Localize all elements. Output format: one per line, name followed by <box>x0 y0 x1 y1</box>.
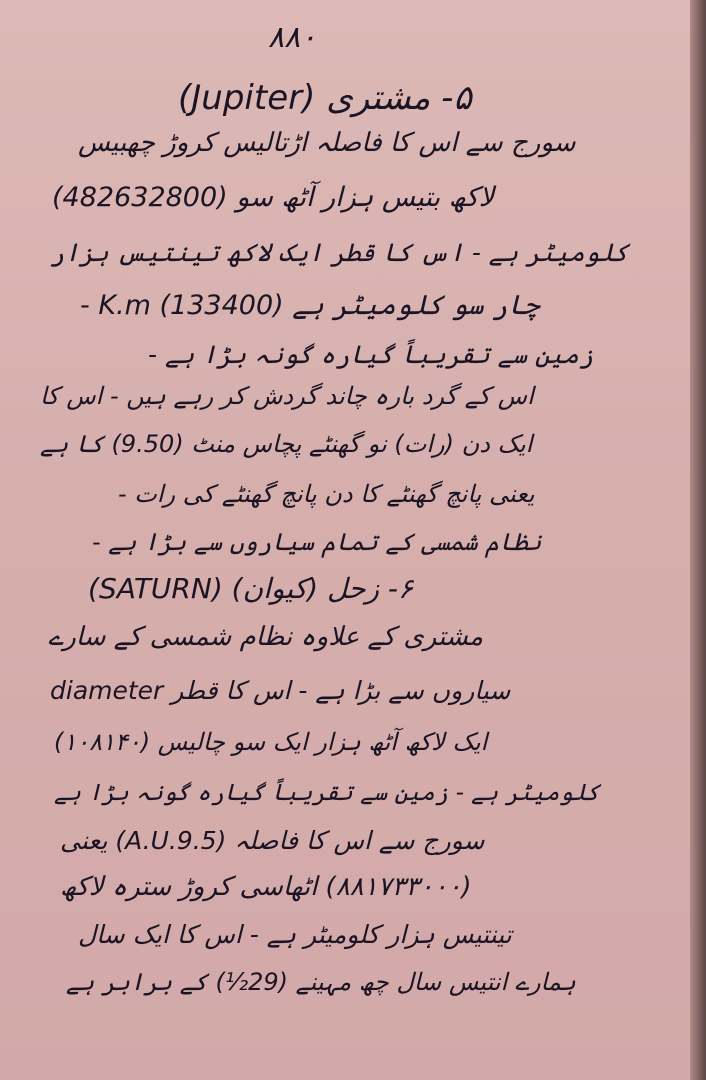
text-line: چار سو کلومیٹر ہے (133400) K.m - <box>80 290 540 321</box>
text-line: سورج سے اس کا فاصلہ اڑتالیس کروڑ چھبیس <box>78 128 576 158</box>
text-line: سورج سے اس کا فاصلہ (A.U.9.5) یعنی <box>60 826 485 855</box>
heading-jupiter: ۵- مشتری (Jupiter) <box>178 78 472 118</box>
text-line: کلومیٹر ہے - اس کا قطر ایک لاکھ تینتیس ہزار <box>50 238 629 267</box>
text-line: زمین سے تقریباً گیارہ گونہ بڑا ہے - <box>148 340 594 369</box>
text-line: ہمارے انتیس سال چھ مہینے (29½) کے برابر ہے <box>66 968 576 996</box>
heading-saturn: ۶- زحل (کیوان) (SATURN) <box>88 572 414 605</box>
text-line: (۸۸۱۷۳۳۰۰۰) اٹھاسی کروڑ سترہ لاکھ <box>60 872 472 902</box>
page-number: ٨٨٠ <box>268 20 317 55</box>
page-edge-shadow <box>690 0 706 1080</box>
text-line: سیاروں سے بڑا ہے - اس کا قطر diameter <box>50 676 511 705</box>
text-line: ایک لاکھ آٹھ ہزار ایک سو چالیس (۱۰۸۱۴۰) <box>54 728 488 756</box>
text-line: تینتیس ہزار کلومیٹر ہے - اس کا ایک سال <box>78 920 512 949</box>
text-line: نظام شمسی کے تمام سیاروں سے بڑا ہے - <box>92 528 542 556</box>
text-line: یعنی پانچ گھنٹے کا دن پانچ گھنٹے کی رات - <box>118 480 535 508</box>
text-line: ایک دن (رات) نو گھنٹے پچاس منٹ (9.50) کا ہے <box>40 430 533 458</box>
text-line: کلومیٹر ہے - زمین سے تقریباً گیارہ گونہ بڑا ہے <box>54 780 600 806</box>
text-line: مشتری کے علاوہ نظام شمسی کے سارے <box>48 622 484 652</box>
text-line: اس کے گرد بارہ چاند گردش کر رہے ہیں - اس کا <box>40 382 534 410</box>
text-line: لاکھ بتیس ہزار آٹھ سو (482632800) <box>52 182 495 213</box>
